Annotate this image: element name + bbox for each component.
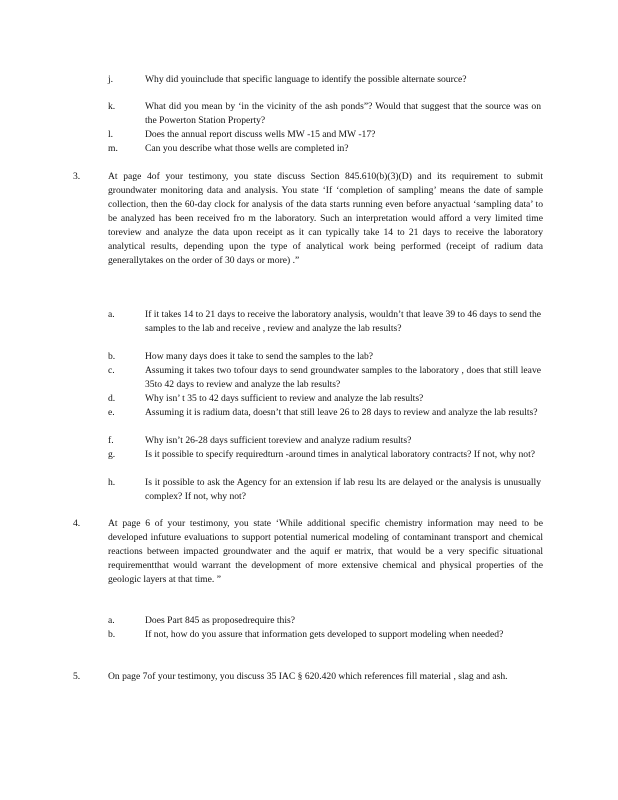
list-item <box>108 142 541 156</box>
list-item <box>108 476 541 504</box>
item-marker: b. <box>108 629 116 640</box>
question-3 <box>73 170 543 268</box>
question-number: 4. <box>73 518 81 529</box>
item-marker: h. <box>108 477 116 488</box>
item-text: Why isn’ t 35 to 42 days sufficient to review and analyze the lab results? <box>145 393 424 404</box>
item-text: Does the annual report discuss wells MW -15 and MW -17? <box>145 129 376 140</box>
list-item <box>108 128 541 142</box>
item-text: If it takes 14 to 21 days to receive the laboratory analysis, wouldn’t that leave 39 to 46 days to send the samples to the lab and receive , review and analyze the lab results? <box>145 309 541 334</box>
list-item <box>108 100 541 128</box>
item-text: Can you describe what those wells are completed in? <box>145 143 349 154</box>
question-5 <box>73 670 518 684</box>
item-text: How many days does it take to send the samples to the lab? <box>145 351 374 362</box>
list-item <box>108 628 541 642</box>
item-text: Does Part 845 as proposedrequire this? <box>145 615 296 626</box>
question-number: 3. <box>73 171 81 182</box>
item-text: Is it possible to ask the Agency for an extension if lab resu lts are delayed or the analysis is unusually complex? If not, why not? <box>145 477 541 502</box>
item-marker: a. <box>108 309 115 320</box>
item-marker: g. <box>108 449 116 460</box>
item-marker: d. <box>108 393 116 404</box>
item-marker: m. <box>108 143 118 154</box>
item-text: Assuming it is radium data, doesn’t that still leave 26 to 28 days to review and analyze the lab results? <box>145 407 538 418</box>
list-item <box>108 350 541 364</box>
list-item <box>108 448 541 462</box>
item-marker: k. <box>108 101 116 112</box>
list-item <box>108 434 541 448</box>
item-marker: j. <box>108 74 114 85</box>
question-text: At page 6 of your testimony, you state ‘While additional specific chemistry information may need to be developed infuture evaluations to support potential numerical modeling of contaminant transport and chemical reactions between impacted groundwater and the aquif er matrix, that would be a very specific situational requirementthat would warrant the development of more extensive chemical and physical properties of the geologic layers at that time. ” <box>108 518 543 585</box>
item-marker: c. <box>108 365 115 376</box>
item-text: Why isn’t 26-28 days sufficient toreview and analyze radium results? <box>145 435 412 446</box>
question-text: At page 4of your testimony, you state discuss Section 845.610(b)(3)(D) and its requirement to submit groundwater monitoring data and analysis. You state ‘If ‘completion of sampling’ means the date of sample collection, then the 60-day clock for analysis of the data starts running even before anyactual ‘sampling data’ to be analyzed has been received fro m the laboratory. Such an interpretation would afford a very limited time toreview and analyze the data upon receipt as it can typically take 14 to 21 days to receive the laboratory analytical results, depending upon the type of analytical work being performed (receipt of radium data generallytakes on the order of 30 days or more) .” <box>108 171 543 266</box>
item-marker: b. <box>108 351 116 362</box>
item-text: Assuming it takes two tofour days to send groundwater samples to the laboratory , does that still leave 35to 42 days to review and analyze the lab results? <box>145 365 541 390</box>
item-marker: e. <box>108 407 115 418</box>
item-marker: a. <box>108 615 115 626</box>
item-marker: l. <box>108 129 114 140</box>
question-4 <box>73 517 543 587</box>
item-marker: f. <box>108 435 114 446</box>
question-text: On page 7of your testimony, you discuss 35 IAC § 620.420 which references fill material , slag and ash. <box>108 671 508 682</box>
list-item <box>108 73 541 87</box>
item-text: If not, how do you assure that information gets developed to support modeling when needed? <box>145 629 504 640</box>
item-text: Why did youinclude that specific language to identify the possible alternate source? <box>145 74 467 85</box>
list-item <box>108 614 541 628</box>
question-number: 5. <box>73 671 81 682</box>
list-item <box>108 308 541 336</box>
item-text: Is it possible to specify requiredturn -around times in analytical laboratory contracts? If not, why not? <box>145 449 536 460</box>
list-item <box>108 392 541 406</box>
item-text: What did you mean by ‘in the vicinity of the ash ponds”? Would that suggest that the source was on the Powerton Station Property? <box>145 101 541 126</box>
list-item <box>108 364 541 392</box>
list-item <box>108 406 541 420</box>
